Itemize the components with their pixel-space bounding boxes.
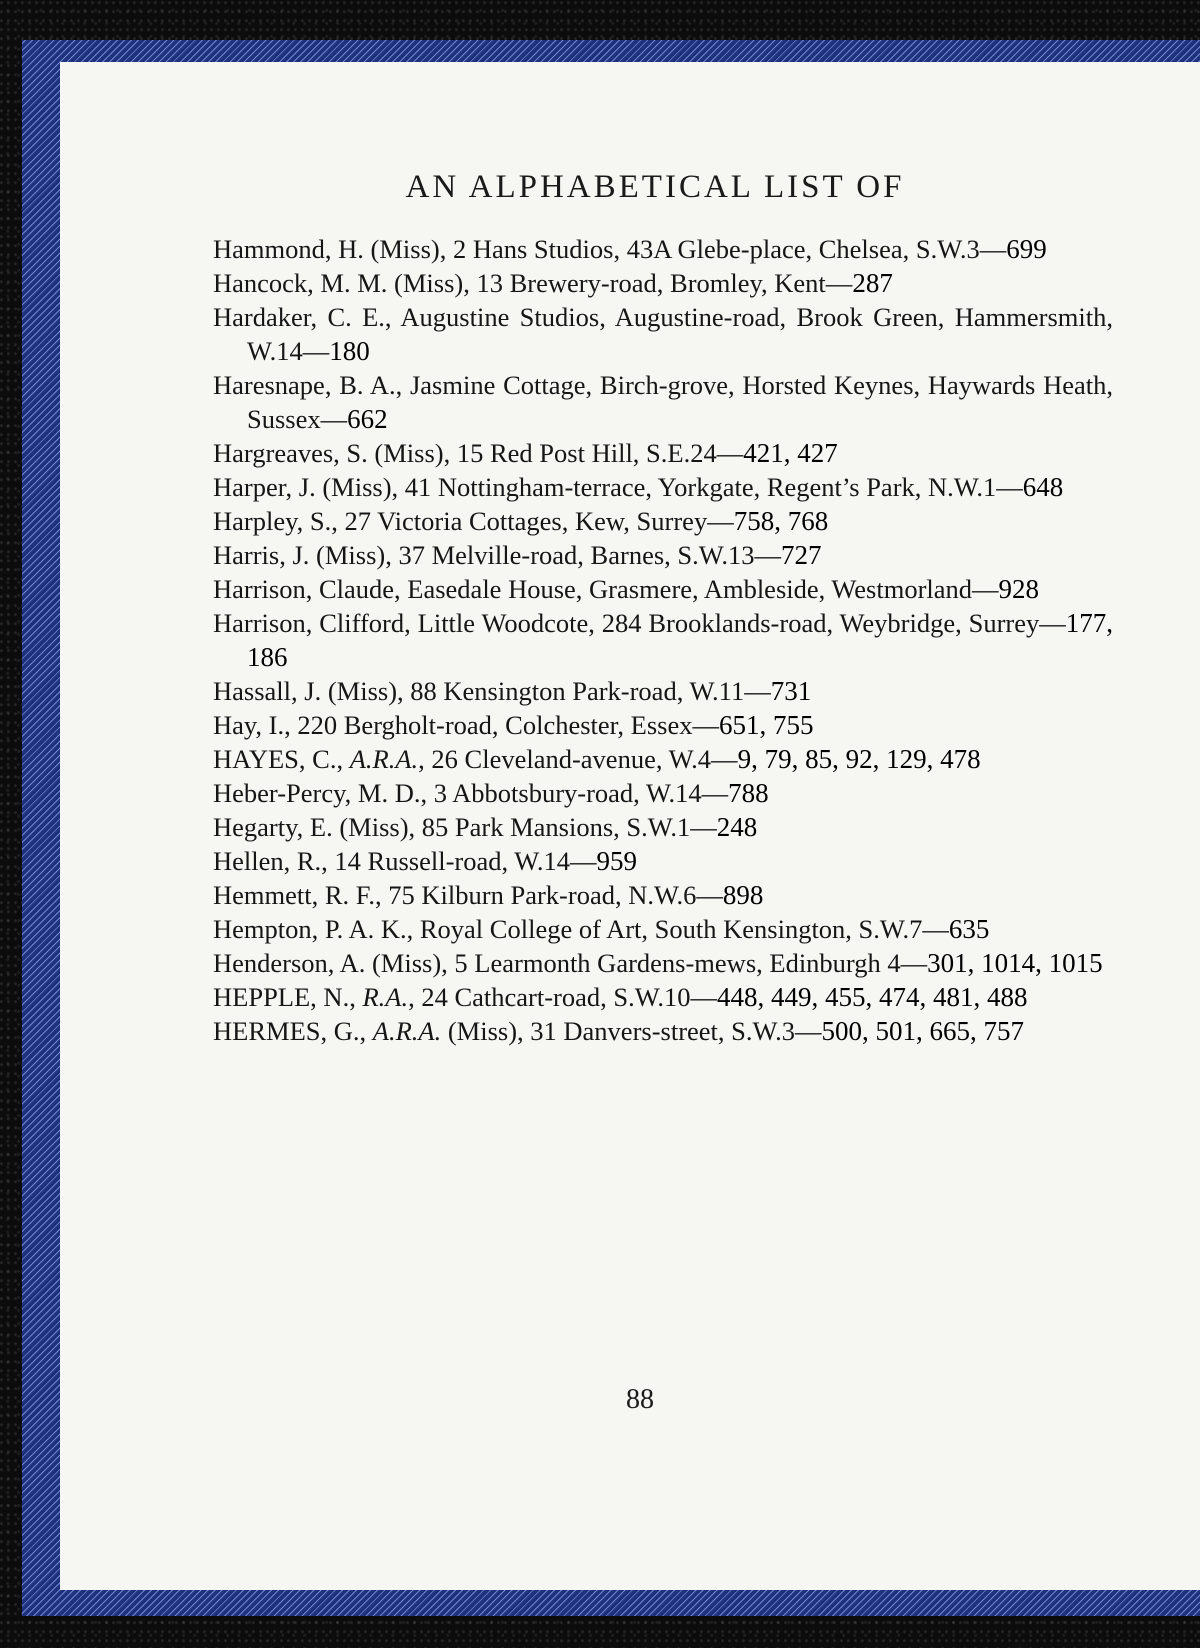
list-entry: Harrison, Claude, Easedale House, Grasmere, Ambleside, Westmorland—928 bbox=[213, 574, 1040, 604]
entry-pages: 177, 186 bbox=[247, 608, 1113, 672]
list-entry: Hardaker, C. E., Augustine Studios, Augustine-road, Brook Green, Hammersmith, W.14—180 bbox=[213, 302, 1113, 366]
list-entry: Harpley, S., 27 Victoria Cottages, Kew, Surrey—758, 768 bbox=[213, 506, 829, 536]
list-entry: Harris, J. (Miss), 37 Melville-road, Barnes, S.W.13—727 bbox=[213, 540, 822, 570]
page-number: 88 bbox=[626, 1384, 654, 1415]
entry-pages: 648 bbox=[1022, 472, 1064, 502]
entry-pages: 301, 1014, 1015 bbox=[927, 948, 1103, 978]
entry-pages: 758, 768 bbox=[733, 506, 829, 536]
entry-pages: 180 bbox=[329, 336, 370, 366]
list-entry: Haresnape, B. A., Jasmine Cottage, Birch-grove, Horsted Keynes, Haywards Heath, Sussex—662 bbox=[213, 370, 1113, 434]
book-page bbox=[60, 62, 1200, 1590]
entry-list bbox=[213, 232, 1113, 1048]
entry-pages: 635 bbox=[948, 914, 990, 944]
page-heading: AN ALPHABETICAL LIST OF bbox=[405, 169, 905, 205]
list-entry: Hempton, P. A. K., Royal College of Art, South Kensington, S.W.7—635 bbox=[213, 914, 990, 944]
list-entry: Hammond, H. (Miss), 2 Hans Studios, 43A Glebe-place, Chelsea, S.W.3—699 bbox=[213, 234, 1047, 264]
list-entry: HERMES, G., A.R.A. (Miss), 31 Danvers-street, S.W.3—500, 501, 665, 757 bbox=[213, 1016, 1024, 1046]
entry-pages: 727 bbox=[780, 540, 822, 570]
list-entry: Harrison, Clifford, Little Woodcote, 284 Brooklands-road, Weybridge, Surrey—177, 186 bbox=[213, 608, 1113, 672]
list-entry: Heber-Percy, M. D., 3 Abbotsbury-road, W.14—788 bbox=[213, 778, 769, 808]
entry-pages: 898 bbox=[722, 880, 764, 910]
list-entry: HEPPLE, N., R.A., 24 Cathcart-road, S.W.10—448, 449, 455, 474, 481, 488 bbox=[213, 982, 1028, 1012]
entry-pages: 788 bbox=[728, 778, 769, 808]
entry-pages: 699 bbox=[1006, 234, 1047, 264]
entry-pages: 651, 755 bbox=[719, 710, 814, 740]
list-entry: Hassall, J. (Miss), 88 Kensington Park-road, W.11—731 bbox=[213, 676, 812, 706]
list-entry: Henderson, A. (Miss), 5 Learmonth Gardens-mews, Edinburgh 4—301, 1014, 1015 bbox=[213, 948, 1103, 978]
entry-pages: 731 bbox=[770, 676, 812, 706]
entry-pages: 287 bbox=[852, 268, 893, 298]
entry-pages: 448, 449, 455, 474, 481, 488 bbox=[716, 982, 1028, 1012]
entry-pages: 500, 501, 665, 757 bbox=[821, 1016, 1024, 1046]
list-entry: Hancock, M. M. (Miss), 13 Brewery-road, Bromley, Kent—287 bbox=[213, 268, 893, 298]
list-entry: Hargreaves, S. (Miss), 15 Red Post Hill, S.E.24—421, 427 bbox=[213, 438, 838, 468]
entry-pages: 662 bbox=[347, 404, 388, 434]
entry-pages: 928 bbox=[998, 574, 1040, 604]
list-entry: Harper, J. (Miss), 41 Nottingham-terrace, Yorkgate, Regent’s Park, N.W.1—648 bbox=[213, 472, 1064, 502]
entry-pages: 248 bbox=[716, 812, 758, 842]
list-entry: Hay, I., 220 Bergholt-road, Colchester, Essex—651, 755 bbox=[213, 710, 814, 740]
list-entry: HAYES, C., A.R.A., 26 Cleveland-avenue, W.4—9, 79, 85, 92, 129, 478 bbox=[213, 744, 981, 774]
entry-pages: 959 bbox=[596, 846, 637, 876]
list-entry: Hellen, R., 14 Russell-road, W.14—959 bbox=[213, 846, 637, 876]
list-entry: Hemmett, R. F., 75 Kilburn Park-road, N.W.6—898 bbox=[213, 880, 764, 910]
entry-pages: 9, 79, 85, 92, 129, 478 bbox=[737, 744, 981, 774]
entry-pages: 421, 427 bbox=[743, 438, 838, 468]
list-entry: Hegarty, E. (Miss), 85 Park Mansions, S.W.1—248 bbox=[213, 812, 758, 842]
